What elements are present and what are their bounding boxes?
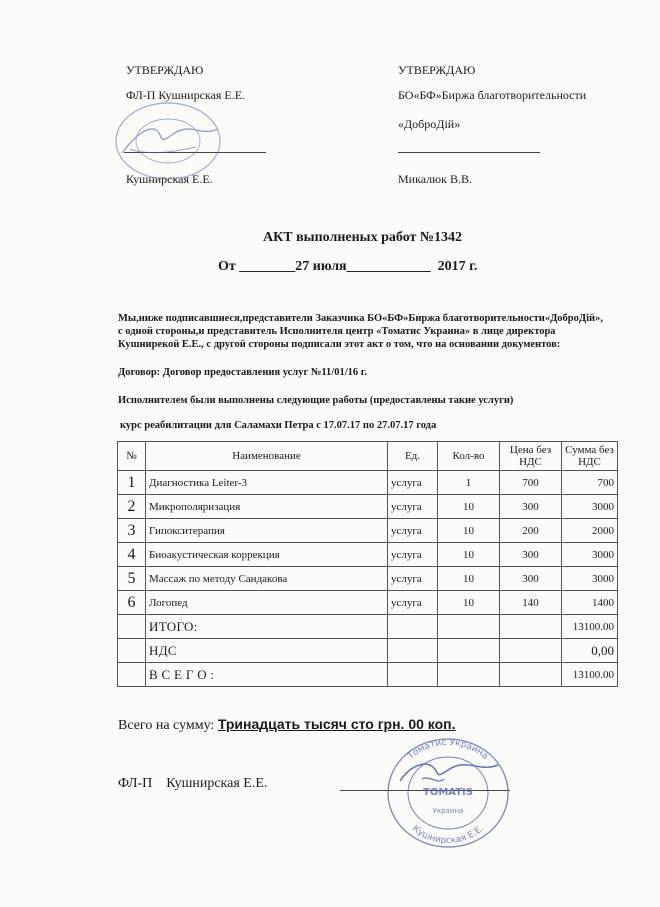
left-signer-name: Кушнирская Е.Е. — [126, 172, 213, 186]
total-row — [118, 615, 618, 639]
grand-empty — [438, 663, 500, 687]
stamp-sub-text: Украина — [432, 807, 464, 815]
grand-empty — [500, 663, 562, 687]
row-sum: 3000 — [562, 495, 618, 519]
row-number: 3 — [118, 519, 146, 543]
date-year: 2017 г. — [437, 259, 478, 274]
row-number: 2 — [118, 495, 146, 519]
vat-empty — [438, 639, 500, 663]
row-number: 6 — [118, 591, 146, 615]
row-sum: 2000 — [562, 519, 618, 543]
total-label: ИТОГО: — [146, 615, 388, 639]
header-name: Наименование — [146, 442, 388, 471]
date-blank-2: ____________ — [346, 259, 431, 274]
left-approver-org: ФЛ-П Кушнирская Е.Е. — [126, 88, 246, 102]
grand-empty — [388, 663, 438, 687]
row-qty: 10 — [438, 543, 500, 567]
row-sum: 1400 — [562, 591, 618, 615]
row-price: 300 — [500, 543, 562, 567]
contract-line: Договор: Договор предоставления услуг №11/01/16 г. — [118, 367, 367, 378]
right-approver-org: БО«БФ»Биржа благотворительности — [398, 88, 587, 102]
services-table — [117, 441, 618, 687]
right-signature-line — [398, 152, 540, 153]
row-name: Микрополяризация — [146, 495, 388, 519]
act-title: АКТ выполненых работ №1342 — [263, 230, 462, 245]
footer-role: ФЛ-П — [118, 776, 153, 791]
row-sum: 3000 — [562, 567, 618, 591]
row-price: 300 — [500, 495, 562, 519]
row-qty: 10 — [438, 591, 500, 615]
row-sum: 3000 — [562, 543, 618, 567]
vat-label: НДС — [146, 639, 388, 663]
row-unit: услуга — [388, 495, 438, 519]
vat-empty — [500, 639, 562, 663]
table-row — [118, 471, 618, 495]
intro-line-3: Кушнирекой Е.Е., с другой стороны подписали этот акт о том, что на основании документов: — [118, 339, 561, 350]
row-price: 300 — [500, 567, 562, 591]
total-empty — [388, 615, 438, 639]
svg-text:Кушнирская Е.Е. — [410, 824, 486, 846]
grand-empty — [118, 663, 146, 687]
grand-total-row — [118, 663, 618, 687]
table-row — [118, 591, 618, 615]
round-stamp-icon — [382, 735, 512, 850]
row-name: Массаж по методу Сандакова — [146, 567, 388, 591]
works-line: Исполнителем были выполнены следующие работы (предоставлены такие услуги) — [118, 395, 514, 406]
row-price: 700 — [500, 471, 562, 495]
vat-empty — [118, 639, 146, 663]
table-row — [118, 543, 618, 567]
table-row — [118, 567, 618, 591]
row-qty: 1 — [438, 471, 500, 495]
vat-value: 0,00 — [562, 639, 618, 663]
row-price: 200 — [500, 519, 562, 543]
header-qty: Кол-во — [438, 442, 500, 471]
sum-prefix: Всего на сумму: — [118, 718, 215, 733]
grand-total-value: 13100.00 — [562, 663, 618, 687]
right-approve-label: УТВЕРЖДАЮ — [398, 63, 476, 77]
row-number: 4 — [118, 543, 146, 567]
svg-text:Томатис Украина — [405, 738, 489, 762]
total-value: 13100.00 — [562, 615, 618, 639]
row-unit: услуга — [388, 519, 438, 543]
footer-name: Кушнирская Е.Е. — [166, 776, 268, 791]
date-value: 27 июля — [295, 259, 347, 274]
date-blank-1: ________ — [239, 259, 296, 274]
table-row — [118, 495, 618, 519]
total-empty — [118, 615, 146, 639]
row-qty: 10 — [438, 567, 500, 591]
course-line: курс реабилитации для Саламахи Петра с 17.07.17 по 27.07.17 года — [120, 420, 437, 431]
stamp-bottom-text: Кушнирская Е.Е. — [410, 823, 486, 847]
row-unit: услуга — [388, 567, 438, 591]
header-sum: Сумма без НДС — [562, 442, 618, 471]
row-price: 140 — [500, 591, 562, 615]
intro-paragraph — [118, 312, 638, 351]
sum-in-words — [118, 716, 456, 734]
row-name: Гипокситерапия — [146, 519, 388, 543]
table-row — [118, 519, 618, 543]
right-signer-name: Микалюк В.В. — [398, 172, 472, 186]
vat-empty — [388, 639, 438, 663]
row-number: 1 — [118, 471, 146, 495]
row-name: Диагностика Leiter-3 — [146, 471, 388, 495]
row-number: 5 — [118, 567, 146, 591]
vat-row — [118, 639, 618, 663]
row-qty: 10 — [438, 495, 500, 519]
sum-amount: Тринадцать тысяч сто грн. 00 коп. — [217, 716, 456, 732]
header-number: № — [118, 442, 146, 471]
intro-line-2: с одной стороны,и представитель Исполнителя центр «Томатис Украина» в лице директора — [118, 326, 556, 337]
row-sum: 700 — [562, 471, 618, 495]
row-name: Логопед — [146, 591, 388, 615]
right-approver-org-2: «ДоброДій» — [398, 117, 461, 131]
footer-signer — [118, 776, 267, 792]
stamp-top-text: Томатис Украина — [406, 737, 490, 762]
row-unit: услуга — [388, 591, 438, 615]
grand-total-label: В С Е Г О : — [146, 663, 388, 687]
total-empty — [438, 615, 500, 639]
row-qty: 10 — [438, 519, 500, 543]
header-price: Цена без НДС — [500, 442, 562, 471]
date-prefix: От — [218, 259, 236, 274]
header-unit: Ед. — [388, 442, 438, 471]
row-unit: услуга — [388, 471, 438, 495]
act-date-line — [218, 259, 477, 275]
left-approve-label: УТВЕРЖДАЮ — [126, 63, 204, 77]
intro-line-1: Мы,ниже подписавшиеся,представители Заказчика БО«БФ»Биржа благотворительности«ДоброДій», — [118, 313, 603, 324]
stamp-center-text: TOMATIS — [423, 787, 473, 798]
table-header-row — [118, 442, 618, 471]
row-name: Биоакустическая коррекция — [146, 543, 388, 567]
row-unit: услуга — [388, 543, 438, 567]
total-empty — [500, 615, 562, 639]
top-stamp-icon — [100, 95, 230, 185]
